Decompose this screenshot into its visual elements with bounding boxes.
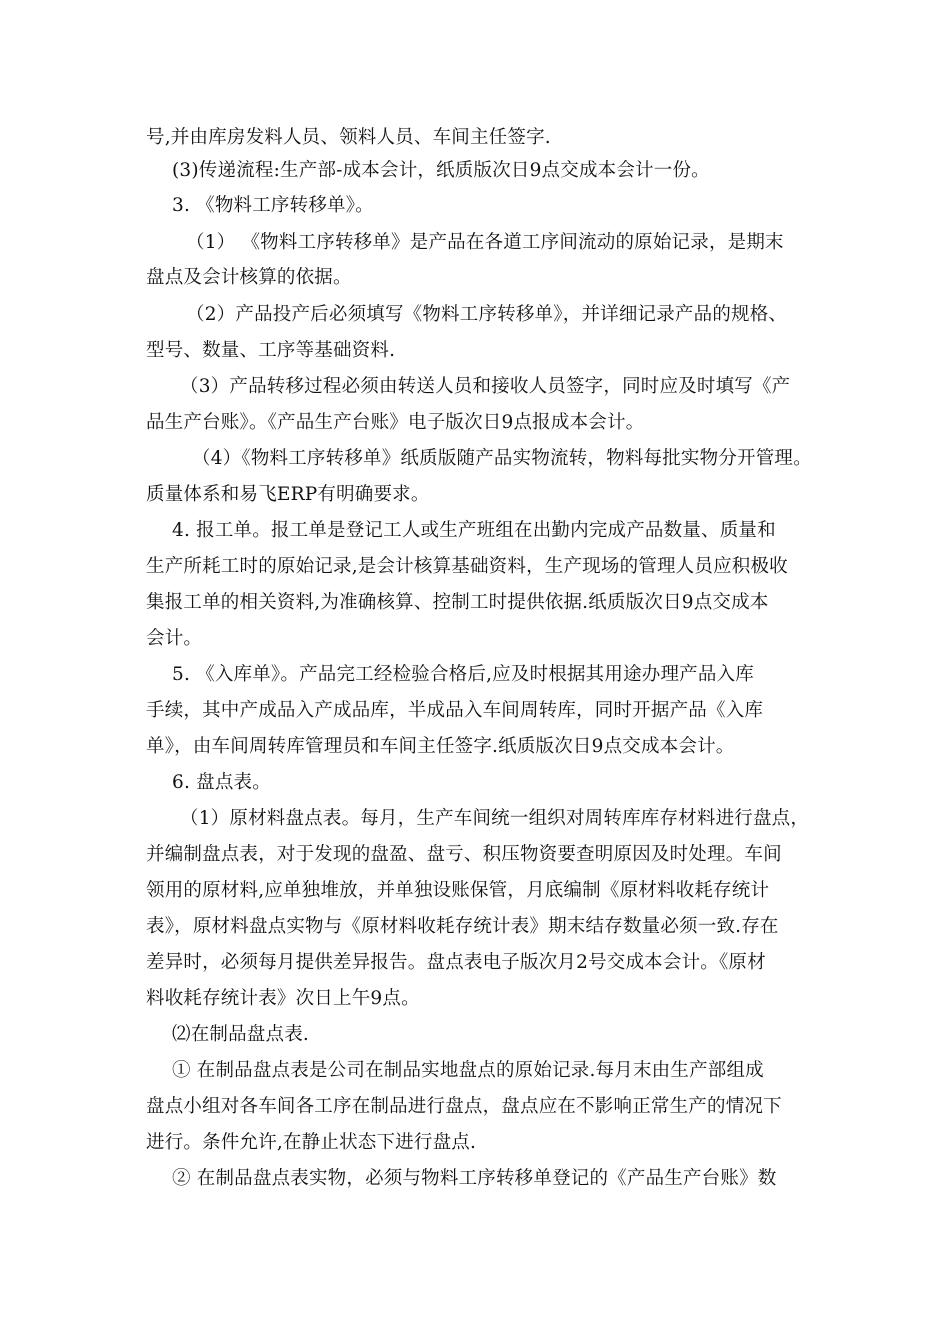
text-line: 质量体系和易飞ERP有明确要求。 — [146, 484, 430, 505]
text-line: ⑵在制品盘点表. — [172, 1024, 309, 1045]
text-line: 号,并由库房发料人员、领料人员、车间主任签字. — [146, 127, 551, 148]
text-line: 4. 报工单。报工单是登记工人或生产班组在出勤内完成产品数量、质量和 — [172, 520, 776, 541]
text-line: 单》，由车间周转库管理员和车间主任签字.纸质版次日9点交成本会计。 — [146, 736, 735, 757]
text-line: 生产所耗工时的原始记录,是会计核算基础资料，生产现场的管理人员应积极收 — [146, 556, 788, 577]
text-line: 进行。条件允许,在静止状态下进行盘点. — [146, 1132, 477, 1153]
text-line: 差异时，必须每月提供差异报告。盘点表电子版次月2号交成本会计。《原材 — [146, 952, 766, 973]
text-line: 手续，其中产成品入产成品库，半成品入车间周转库，同时开据产品《入库 — [146, 700, 764, 721]
text-line: 盘点小组对各车间各工序在制品进行盘点，盘点应在不影响正常生产的情况下 — [146, 1096, 782, 1117]
text-line: 领用的原材料,应单独堆放，并单独设账保管，月底编制《原材料收耗存统计 — [146, 880, 770, 901]
text-line: 会计。 — [146, 628, 203, 649]
text-line: 料收耗存统计表》次日上午9点。 — [146, 988, 420, 1009]
text-line: 表》，原材料盘点实物与《原材料收耗存统计表》期末结存数量必须一致.存在 — [146, 916, 779, 937]
text-line: 并编制盘点表，对于发现的盘盈、盘亏、积压物资要查明原因及时处理。车间 — [146, 844, 782, 865]
text-line: 盘点及会计核算的依据。 — [146, 267, 352, 288]
text-line: （3）产品转移过程必须由转送人员和接收人员签字，同时应及时填写《产 — [180, 376, 791, 397]
text-line: 集报工单的相关资料,为准确核算、控制工时提供依据.纸质版次日9点交成本 — [146, 592, 769, 613]
text-line: ① 在制品盘点表是公司在制品实地盘点的原始记录.每月末由生产部组成 — [172, 1060, 764, 1081]
text-line: 3. 《物料工序转移单》。 — [172, 195, 374, 216]
text-line: 品生产台账》。《产品生产台账》电子版次日9点报成本会计。 — [146, 412, 645, 433]
text-line: 6. 盘点表。 — [172, 772, 271, 793]
text-line: (3)传递流程:生产部-成本会计，纸质版次日9点交成本会计一份。 — [172, 160, 710, 181]
text-line: （2）产品投产后必须填写《物料工序转移单》，并详细记录产品的规格、 — [186, 304, 788, 325]
text-line: （1）原材料盘点表。每月，生产车间统一组织对周转库库存材料进行盘点， — [180, 808, 810, 829]
text-line: （1） 《物料工序转移单》是产品在各道工序间流动的原始记录，是期末 — [186, 232, 784, 253]
text-line: 型号、数量、工序等基础资料. — [146, 340, 396, 361]
text-line: （4）《物料工序转移单》纸质版随产品实物流转，物料每批实物分开管理。 — [192, 448, 812, 469]
text-line: 5. 《入库单》。产品完工经检验合格后,应及时根据其用途办理产品入库 — [172, 664, 754, 685]
text-line: ② 在制品盘点表实物，必须与物料工序转移单登记的《产品生产台账》数 — [172, 1168, 777, 1189]
